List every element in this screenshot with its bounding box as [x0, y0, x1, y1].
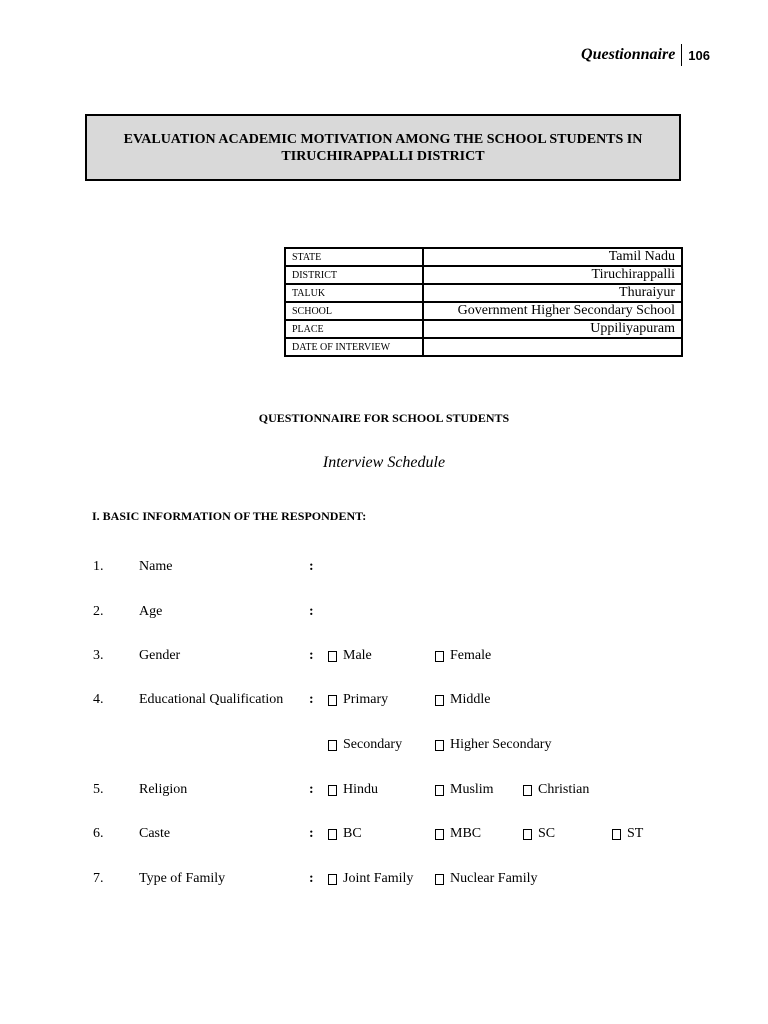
header-title: Questionnaire	[581, 44, 682, 66]
table-row	[285, 302, 682, 320]
section-heading: I. BASIC INFORMATION OF THE RESPONDENT:	[92, 509, 367, 523]
checkbox-icon[interactable]	[328, 874, 337, 885]
question-family-type	[0, 871, 768, 891]
checkbox-icon[interactable]	[328, 785, 337, 796]
school-label: SCHOOL	[285, 302, 423, 320]
question-number: 6.	[93, 826, 104, 841]
checkbox-icon[interactable]	[328, 740, 337, 751]
question-religion	[0, 782, 768, 802]
date-of-interview-value[interactable]	[423, 338, 682, 356]
option-hindu[interactable]: Hindu	[328, 782, 378, 798]
question-number: 2.	[93, 604, 104, 619]
question-label: Educational Qualification	[139, 692, 284, 707]
question-age	[0, 604, 768, 624]
question-label: Caste	[139, 826, 171, 841]
checkbox-icon[interactable]	[523, 829, 532, 840]
title-line-2: TIRUCHIRAPPALLI DISTRICT	[281, 148, 485, 164]
question-number: 3.	[93, 648, 104, 663]
question-label: Name	[139, 559, 173, 574]
option-primary[interactable]: Primary	[328, 692, 388, 708]
table-row	[285, 320, 682, 338]
colon: :	[309, 826, 314, 841]
checkbox-icon[interactable]	[523, 785, 532, 796]
checkbox-icon[interactable]	[435, 740, 444, 751]
option-secondary[interactable]: Secondary	[328, 737, 402, 753]
option-middle[interactable]: Middle	[435, 692, 490, 708]
question-label: Religion	[139, 782, 188, 797]
table-row	[285, 284, 682, 302]
taluk-label: TALUK	[285, 284, 423, 302]
option-st[interactable]: ST	[612, 826, 643, 842]
colon: :	[309, 648, 314, 663]
question-education-continued	[0, 737, 768, 757]
question-label: Type of Family	[139, 871, 226, 886]
colon: :	[309, 604, 314, 619]
option-higher-secondary[interactable]: Higher Secondary	[435, 737, 551, 753]
table-row	[285, 248, 682, 266]
checkbox-icon[interactable]	[435, 785, 444, 796]
place-label: PLACE	[285, 320, 423, 338]
location-info-table	[284, 247, 683, 357]
question-gender	[0, 648, 768, 668]
checkbox-icon[interactable]	[435, 695, 444, 706]
option-nuclear-family[interactable]: Nuclear Family	[435, 871, 537, 887]
checkbox-icon[interactable]	[435, 651, 444, 662]
question-name	[0, 559, 768, 579]
colon: :	[309, 559, 314, 574]
date-of-interview-label: DATE OF INTERVIEW	[285, 338, 423, 356]
option-muslim[interactable]: Muslim	[435, 782, 494, 798]
option-mbc[interactable]: MBC	[435, 826, 481, 842]
option-male[interactable]: Male	[328, 648, 372, 664]
place-value: Uppiliyapuram	[423, 320, 682, 338]
question-number: 4.	[93, 692, 104, 707]
district-value: Tiruchirappalli	[423, 266, 682, 284]
checkbox-icon[interactable]	[435, 874, 444, 885]
colon: :	[309, 692, 314, 707]
option-sc[interactable]: SC	[523, 826, 555, 842]
option-joint-family[interactable]: Joint Family	[328, 871, 413, 887]
question-label: Age	[139, 604, 163, 619]
page-number: 106	[688, 47, 710, 63]
running-header	[581, 44, 710, 66]
checkbox-icon[interactable]	[328, 695, 337, 706]
subtitle: Interview Schedule	[322, 454, 446, 471]
checkbox-icon[interactable]	[328, 829, 337, 840]
question-caste	[0, 826, 768, 846]
table-row	[285, 338, 682, 356]
question-label: Gender	[139, 648, 181, 663]
option-christian[interactable]: Christian	[523, 782, 589, 798]
district-label: DISTRICT	[285, 266, 423, 284]
document-title-box	[85, 114, 681, 181]
state-label: STATE	[285, 248, 423, 266]
option-bc[interactable]: BC	[328, 826, 362, 842]
checkbox-icon[interactable]	[328, 651, 337, 662]
checkbox-icon[interactable]	[435, 829, 444, 840]
taluk-value: Thuraiyur	[423, 284, 682, 302]
question-number: 1.	[93, 559, 104, 574]
title-line-1: EVALUATION ACADEMIC MOTIVATION AMONG THE SCHOOL STUDENTS IN	[123, 131, 643, 147]
option-female[interactable]: Female	[435, 648, 491, 664]
checkbox-icon[interactable]	[612, 829, 621, 840]
state-value: Tamil Nadu	[423, 248, 682, 266]
colon: :	[309, 782, 314, 797]
section-title: QUESTIONNAIRE FOR SCHOOL STUDENTS	[258, 411, 510, 425]
colon: :	[309, 871, 314, 886]
table-row	[285, 266, 682, 284]
question-number: 5.	[93, 782, 104, 797]
school-value: Government Higher Secondary School	[423, 302, 682, 320]
question-education	[0, 692, 768, 712]
question-number: 7.	[93, 871, 104, 886]
